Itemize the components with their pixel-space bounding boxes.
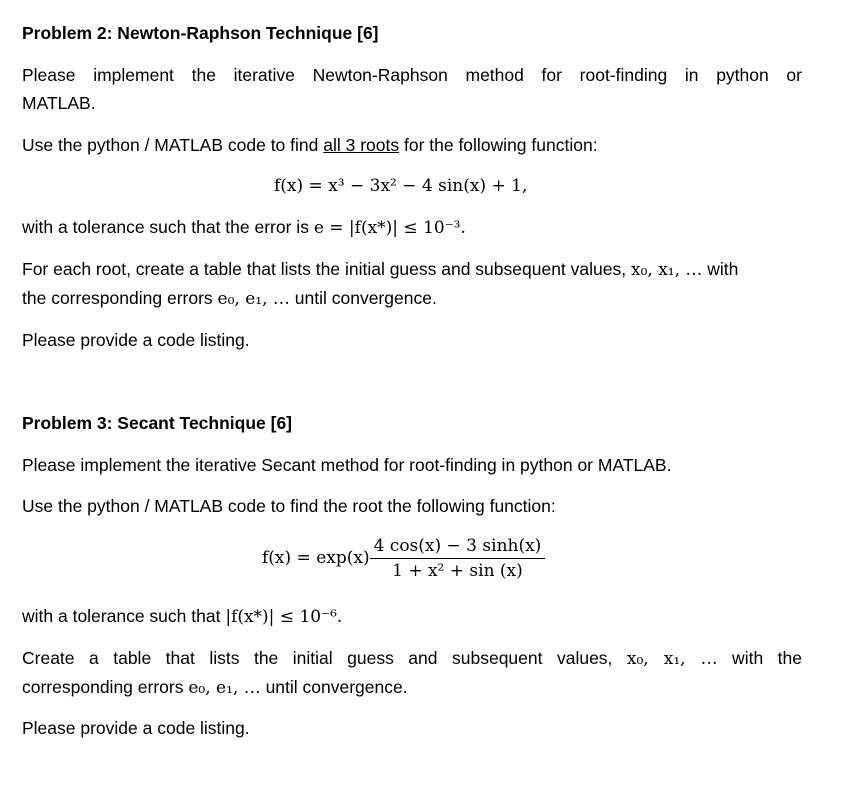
problem3-table-line2-math: e₀, e₁, … <box>188 678 261 698</box>
problem2-intro-line2: MATLAB. <box>22 93 96 113</box>
problem3-tolerance-line <box>22 605 342 628</box>
problem3-table-line1-post: with the <box>717 648 802 668</box>
problem2-intro-line1: Please implement the iterative Newton-Raphson method for root-finding in python or <box>22 65 802 85</box>
problem3-equation-lhs: f(x) = exp(x) <box>262 548 370 568</box>
problem2-table-line2-pre: the corresponding errors <box>22 288 218 308</box>
problem3-tolerance-math: |f(x*)| ≤ 10⁻⁶. <box>225 607 343 627</box>
problem2-table-line2 <box>22 287 437 310</box>
problem3-table-line2-pre: corresponding errors <box>22 677 189 697</box>
problem3-tolerance-text: with a tolerance such that <box>22 606 226 626</box>
problem3-table-line2 <box>22 676 408 699</box>
problem2-table-line1-math: x₀, x₁, … <box>630 260 703 280</box>
problem2-table-line1 <box>22 258 738 281</box>
problem3-heading: Problem 3: Secant Technique [6] <box>22 413 293 433</box>
problem2-table-line1-pre: For each root, create a table that lists the initial guess and subsequent values, <box>22 259 631 279</box>
problem2-equation: f(x) = x³ − 3x² − 4 sin(x) + 1, <box>274 176 528 196</box>
problem2-table-line2-math: e₀, e₁, … <box>217 289 290 309</box>
problem3-equation-denominator: 1 + x² + sin (x) <box>392 561 523 581</box>
problem2-use-pre: Use the python / MATLAB code to find <box>22 135 324 155</box>
problem2-tolerance-math: e = |f(x*)| ≤ 10⁻³. <box>313 218 466 238</box>
problem2-table-line2-post: until convergence. <box>289 288 437 308</box>
problem2-table-line1-post: with <box>702 259 739 279</box>
problem2-tolerance-text: with a tolerance such that the error is <box>22 217 314 237</box>
problem2-tolerance-line <box>22 216 466 239</box>
problem2-listing: Please provide a code listing. <box>22 330 250 350</box>
problem3-table-line1 <box>22 647 802 670</box>
problem3-table-line1-math: x₀, x₁, … <box>626 649 718 669</box>
problem3-table-line2-post: until convergence. <box>260 677 408 697</box>
problem2-use-line <box>22 134 598 156</box>
problem3-table-line1-pre: Create a table that lists the initial guess and subsequent values, <box>22 648 627 668</box>
problem2-use-post: for the following function: <box>399 135 598 155</box>
problem3-equation-numerator: 4 cos(x) − 3 sinh(x) <box>370 536 546 559</box>
problem2-heading: Problem 2: Newton-Raphson Technique [6] <box>22 23 379 43</box>
problem3-listing: Please provide a code listing. <box>22 718 250 738</box>
problem3-use: Use the python / MATLAB code to find the root the following function: <box>22 496 556 516</box>
problem3-intro: Please implement the iterative Secant method for root-finding in python or MATLAB. <box>22 455 672 475</box>
problem2-use-underlined: all 3 roots <box>323 135 400 155</box>
problem3-equation-fraction <box>370 536 546 581</box>
problem3-equation <box>262 536 545 581</box>
